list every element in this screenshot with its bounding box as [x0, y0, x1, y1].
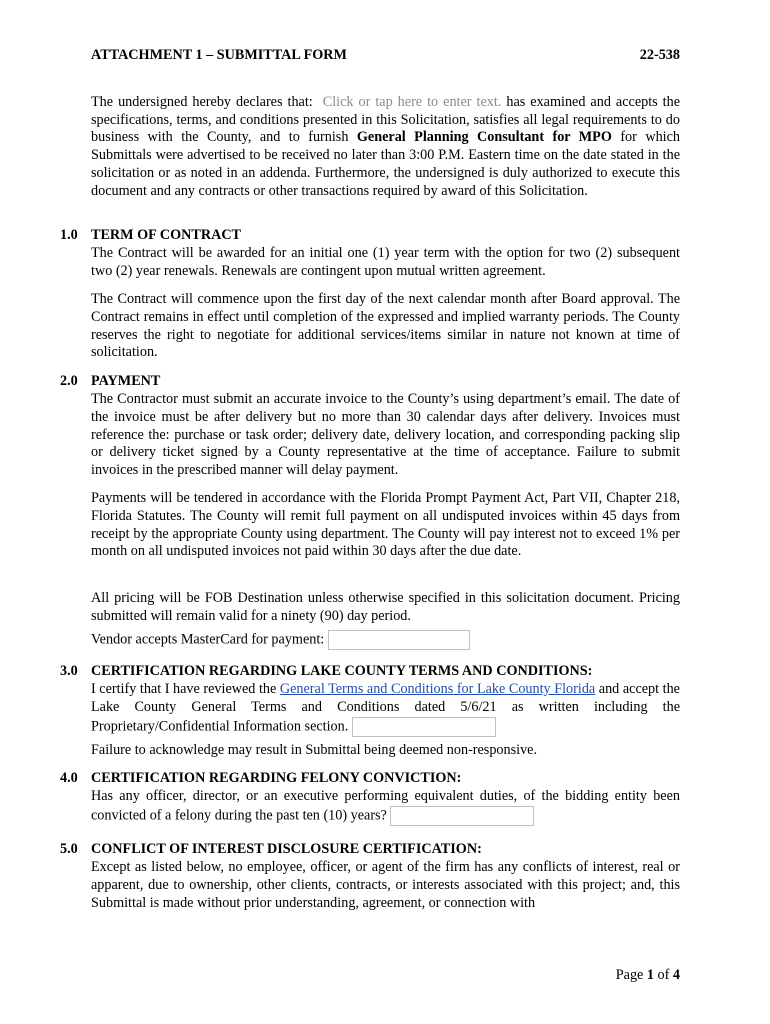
section-title: CERTIFICATION REGARDING FELONY CONVICTION:	[91, 770, 462, 786]
intro-text-1: The undersigned hereby declares that:	[91, 94, 313, 110]
section-3-paragraph-1	[91, 681, 680, 737]
current-page-number: 1	[646, 967, 654, 983]
section-3-text-b: and accept the Lake County General Terms and Conditions dated 5/6/21 as written including the Proprietary/Confidential Information section.	[91, 681, 680, 734]
mastercard-field[interactable]	[328, 630, 470, 650]
section-title: PAYMENT	[91, 373, 161, 389]
section-number: 4.0	[60, 770, 78, 786]
mastercard-label: Vendor accepts MasterCard for payment:	[91, 631, 325, 648]
section-2-paragraph-3: All pricing will be FOB Destination unless otherwise specified in this solicitation document. Pricing submitted will remain valid for a ninety (90) day period.	[91, 590, 680, 624]
total-pages-number: 4	[672, 967, 680, 983]
section-title: CERTIFICATION REGARDING LAKE COUNTY TERMS AND CONDITIONS:	[91, 663, 593, 679]
section-4-paragraph-1	[91, 788, 680, 826]
section-3-text-a: I certify that I have reviewed the	[91, 681, 280, 697]
section-number: 2.0	[60, 373, 78, 389]
company-name-field[interactable]: Click or tap here to enter text.	[322, 94, 502, 110]
page-header	[91, 47, 680, 67]
terms-acknowledgement-field[interactable]	[352, 717, 496, 737]
page-of-label: of	[657, 967, 670, 983]
section-title: CONFLICT OF INTEREST DISCLOSURE CERTIFICATION:	[91, 841, 482, 857]
section-2-paragraph-1: The Contractor must submit an accurate invoice to the County’s using department’s email. The date of the invoice must be after delivery but no more than 30 calendar days after delivery. Invoices must reference the: purchase or task order; delivery date, delivery location, and corresponding packing slip or delivery ticket signed by a County representative at the time of acceptance. Failure to submit invoices in the prescribed manner will delay payment.	[91, 391, 680, 479]
section-number: 5.0	[60, 841, 78, 857]
section-1-paragraph-1: The Contract will be awarded for an initial one (1) year term with the option for two (2) subsequent two (2) year renewals. Renewals are contingent upon mutual written agreement.	[91, 245, 680, 279]
project-name: General Planning Consultant for MPO	[356, 129, 612, 146]
intro-paragraph	[91, 94, 680, 200]
section-title: TERM OF CONTRACT	[91, 227, 242, 243]
mastercard-row	[91, 630, 680, 650]
intro-text-3: for which Submittals were advertised to be received no later than 3:00 P.M. Eastern time on the date stated in the solicitation or as noted in an addenda. Furthermore, the undersigned is duly authorized to execute this document and any contracts or other transactions required by award of this Solicitation.	[91, 129, 680, 199]
section-number: 1.0	[60, 227, 78, 243]
section-2-paragraph-2: Payments will be tendered in accordance with the Florida Prompt Payment Act, Part VII, Chapter 218, Florida Statutes. The County will remit full payment on all undisputed invoices within 45 days from receipt by the appropriate County using department. The County will pay interest not to exceed 1% per month on all undisputed invoices not paid within 30 days after the due date.	[91, 490, 680, 560]
felony-question: Has any officer, director, or an executive performing equivalent duties, of the bidding entity been convicted of a felony during the past ten (10) years?	[91, 788, 680, 824]
section-number: 3.0	[60, 663, 78, 679]
terms-conditions-link[interactable]: General Terms and Conditions for Lake County Florida	[279, 681, 596, 697]
felony-answer-field[interactable]	[390, 806, 534, 826]
page-footer	[616, 967, 680, 984]
section-3-paragraph-2: Failure to acknowledge may result in Submittal being deemed non-responsive.	[91, 742, 538, 758]
attachment-title: ATTACHMENT 1 – SUBMITTAL FORM	[91, 47, 347, 63]
solicitation-number: 22-538	[639, 47, 680, 63]
page-label: Page	[615, 967, 644, 983]
section-5-paragraph-1: Except as listed below, no employee, officer, or agent of the firm has any conflicts of interest, real or apparent, due to ownership, other clients, contracts, or interests associated with this project; and, this Submittal is made without prior understanding, agreement, or connection with	[91, 859, 680, 911]
intro-text-2: has examined and accepts the specifications, terms, and conditions presented in this Solicitation, satisfies all legal requirements to do business with the County, and to furnish	[91, 94, 681, 146]
section-1-paragraph-2: The Contract will commence upon the first day of the next calendar month after Board approval. The Contract remains in effect until completion of the expressed and implied warranty periods. The County reserves the right to negotiate for additional services/items similar in nature not known at time of solicitation.	[91, 291, 680, 361]
